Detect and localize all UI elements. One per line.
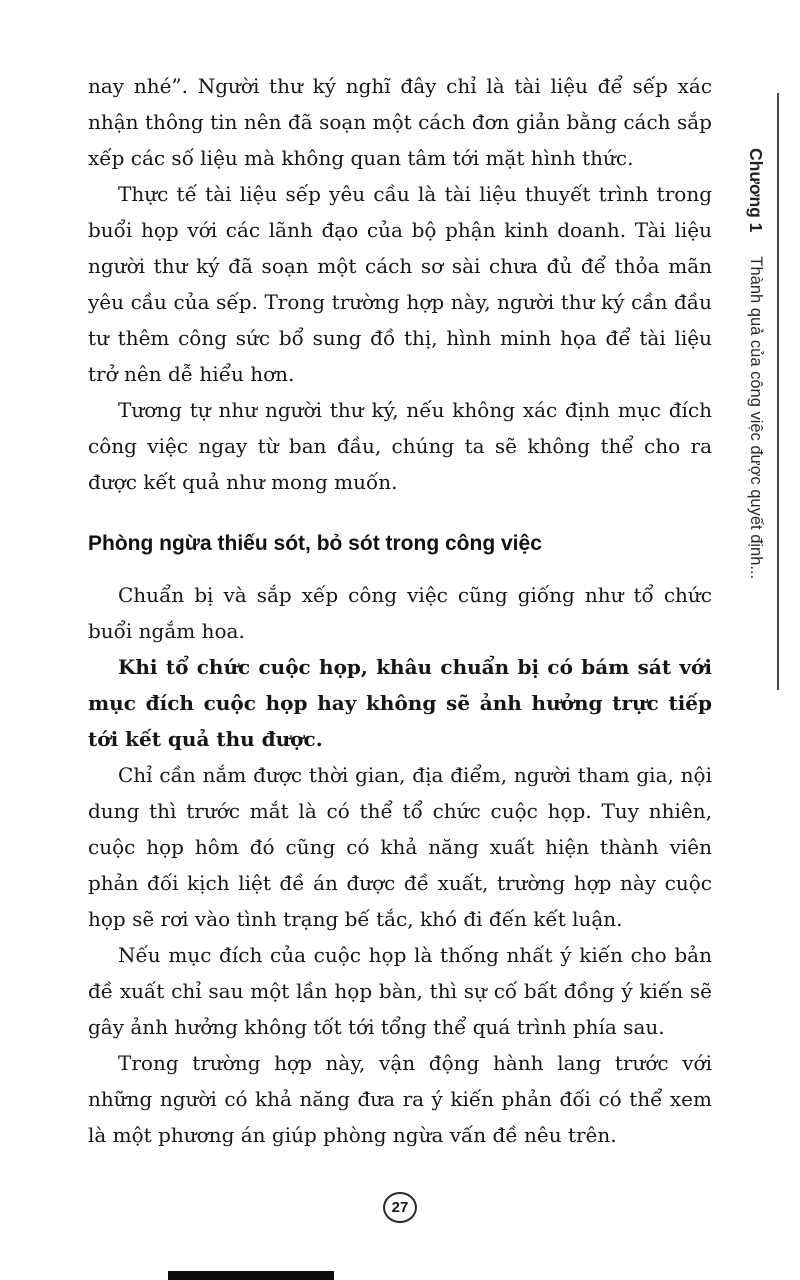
page-edge-mark bbox=[168, 1271, 334, 1280]
running-head bbox=[741, 148, 771, 688]
page-body bbox=[88, 68, 712, 1153]
emphasis-paragraph: Khi tổ chức cuộc họp, khâu chuẩn bị có bám sát với mục đích cuộc họp hay không sẽ ảnh hưởng trực tiếp tới kết quả thu được. bbox=[88, 655, 712, 751]
paragraph: Thực tế tài liệu sếp yêu cầu là tài liệu thuyết trình trong buổi họp với các lãnh đạo của bộ phận kinh doanh. Tài liệu người thư ký đã soạn một cách sơ sài chưa đủ để thỏa mãn yêu cầu của sếp. Trong trường hợp này, người thư ký cần đầu tư thêm công sức bổ sung đồ thị, hình minh họa để tài liệu trở nên dễ hiểu hơn. bbox=[88, 182, 712, 386]
paragraph: Trong trường hợp này, vận động hành lang trước với những người có khả năng đưa ra ý kiến phản đối có thể xem là một phương án giúp phòng ngừa vấn đề nêu trên. bbox=[88, 1051, 712, 1147]
paragraph: Chuẩn bị và sắp xếp công việc cũng giống như tổ chức buổi ngắm hoa. bbox=[88, 583, 712, 643]
paragraph: nay nhé”. Người thư ký nghĩ đây chỉ là tài liệu để sếp xác nhận thông tin nên đã soạn một cách đơn giản bằng cách sắp xếp các số liệu mà không quan tâm tới mặt hình thức. bbox=[88, 74, 712, 170]
paragraph: Tương tự như người thư ký, nếu không xác định mục đích công việc ngay từ ban đầu, chúng ta sẽ không thể cho ra được kết quả như mong muốn. bbox=[88, 398, 712, 494]
chapter-title: Thành quả của công việc được quyết định... bbox=[747, 256, 765, 580]
section-heading: Phòng ngừa thiếu sót, bỏ sót trong công việc bbox=[88, 532, 542, 555]
paragraph: Chỉ cần nắm được thời gian, địa điểm, người tham gia, nội dung thì trước mắt là có thể tổ chức cuộc họp. Tuy nhiên, cuộc họp hôm đó cũng có khả năng xuất hiện thành viên phản đối kịch liệt đề án được đề xuất, trường hợp này cuộc họp sẽ rơi vào tình trạng bế tắc, khó đi đến kết luận. bbox=[88, 763, 712, 931]
chapter-label: Chương 1 bbox=[746, 148, 766, 233]
page-number: 27 bbox=[383, 1192, 417, 1223]
paragraph: Nếu mục đích của cuộc họp là thống nhất ý kiến cho bản đề xuất chỉ sau một lần họp bàn, thì sự cố bất đồng ý kiến sẽ gây ảnh hưởng không tốt tới tổng thể quá trình phía sau. bbox=[88, 943, 712, 1039]
running-head-rule bbox=[777, 93, 779, 690]
